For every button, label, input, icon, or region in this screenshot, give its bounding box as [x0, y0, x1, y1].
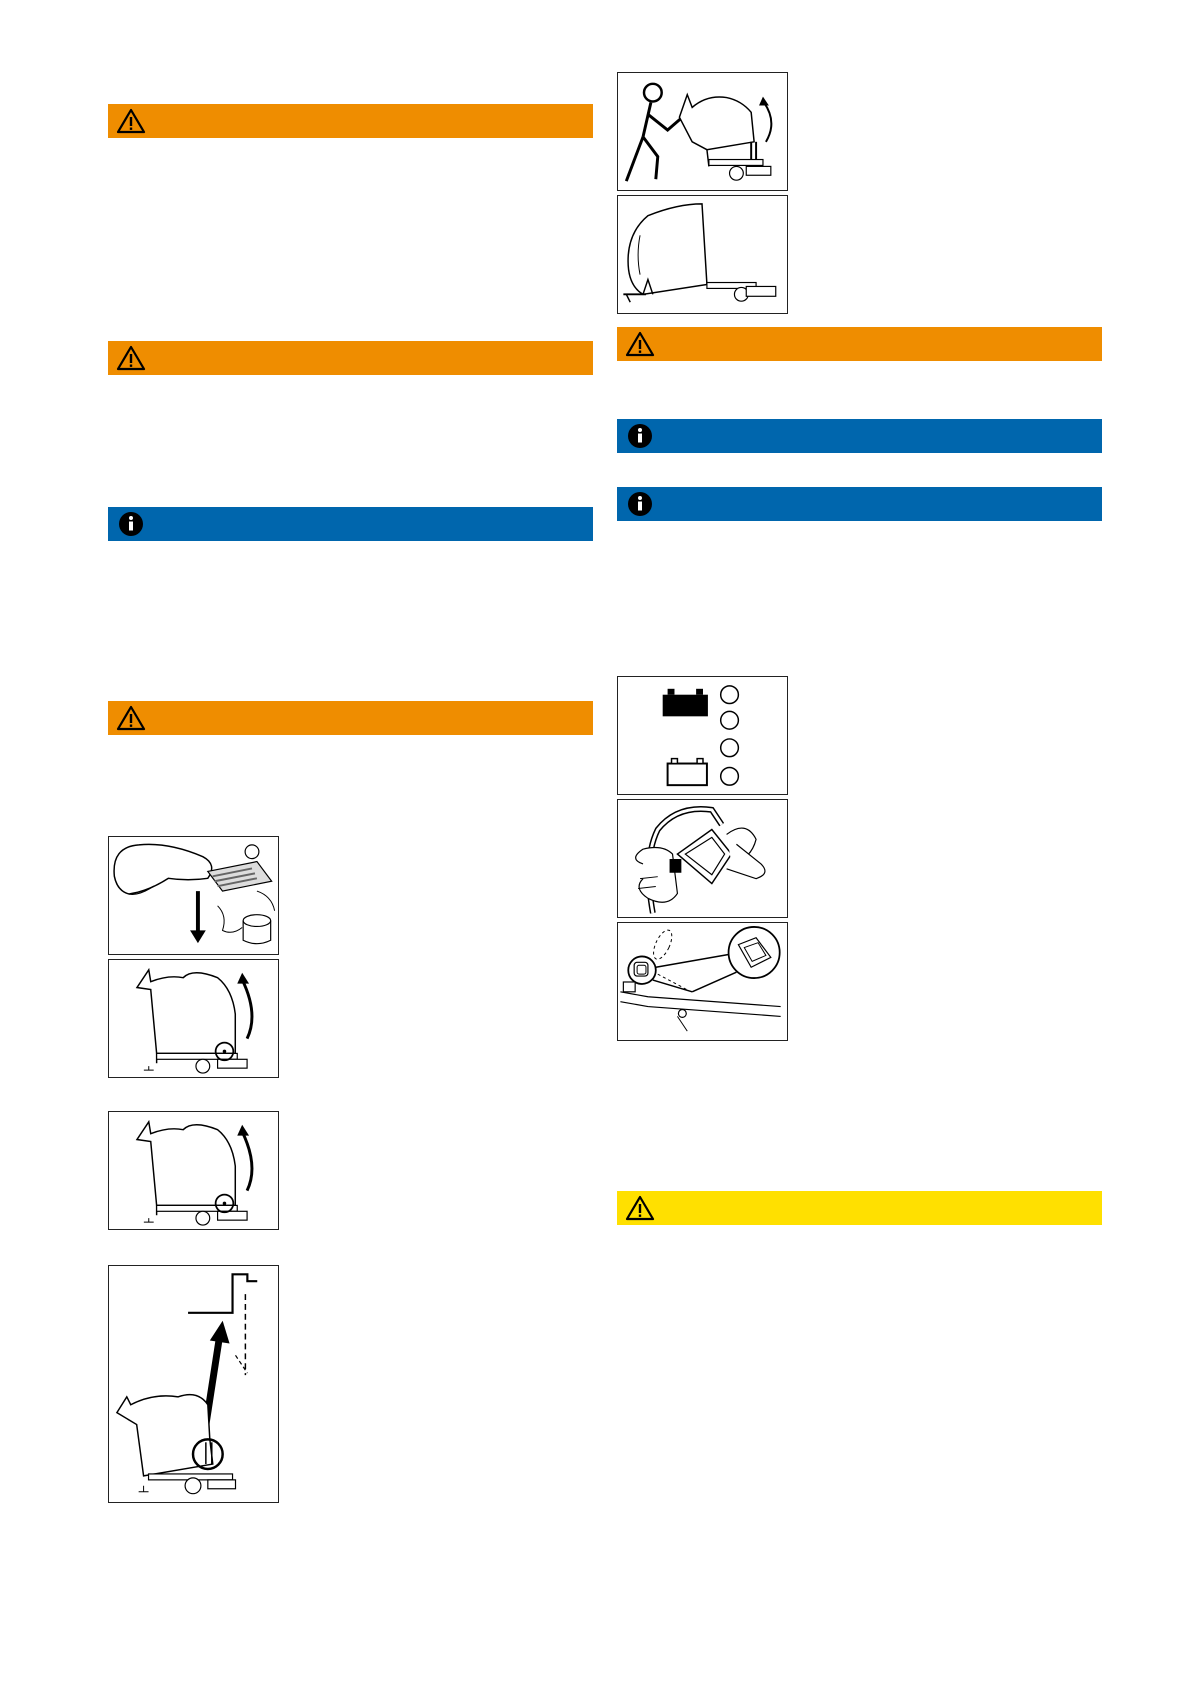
tilt-recovery-tank-figure: [108, 959, 279, 1078]
info-circle-icon: [625, 422, 655, 450]
warning-triangle-icon: [116, 107, 146, 135]
lift-tank-arrow-figure: [108, 1265, 279, 1503]
warning-bar: [617, 327, 1102, 361]
battery-indicator-illustration: [618, 677, 787, 794]
info-circle-icon: [116, 510, 146, 538]
charger-plug-figure: [617, 799, 788, 918]
warning-bar: [108, 341, 593, 375]
battery-connector-illustration: [109, 837, 278, 954]
warning-bar: [108, 104, 593, 138]
tank-open-figure: [617, 195, 788, 314]
battery-charge-indicator-figure: [617, 676, 788, 795]
warning-bar: [108, 701, 593, 735]
caution-bar: [617, 1191, 1102, 1225]
battery-connector-figure: [108, 836, 279, 955]
info-bar: [617, 419, 1102, 453]
lift-tank-illustration: [109, 1266, 278, 1502]
info-bar: [617, 487, 1102, 521]
tilt-tank-illustration: [109, 960, 278, 1077]
warning-triangle-icon: [116, 344, 146, 372]
info-bar: [108, 507, 593, 541]
charger-plug-illustration: [618, 800, 787, 917]
info-circle-icon: [625, 490, 655, 518]
connector-detail-figure: [617, 922, 788, 1041]
warning-triangle-icon: [625, 330, 655, 358]
person-lifting-illustration: [618, 73, 787, 190]
warning-triangle-icon: [625, 1194, 655, 1222]
connector-detail-illustration: [618, 923, 787, 1040]
warning-triangle-icon: [116, 704, 146, 732]
tank-open-illustration: [618, 196, 787, 313]
person-lifting-tank-figure: [617, 72, 788, 191]
tilt-recovery-tank-figure-2: [108, 1111, 279, 1230]
tilt-tank-illustration: [109, 1112, 278, 1229]
